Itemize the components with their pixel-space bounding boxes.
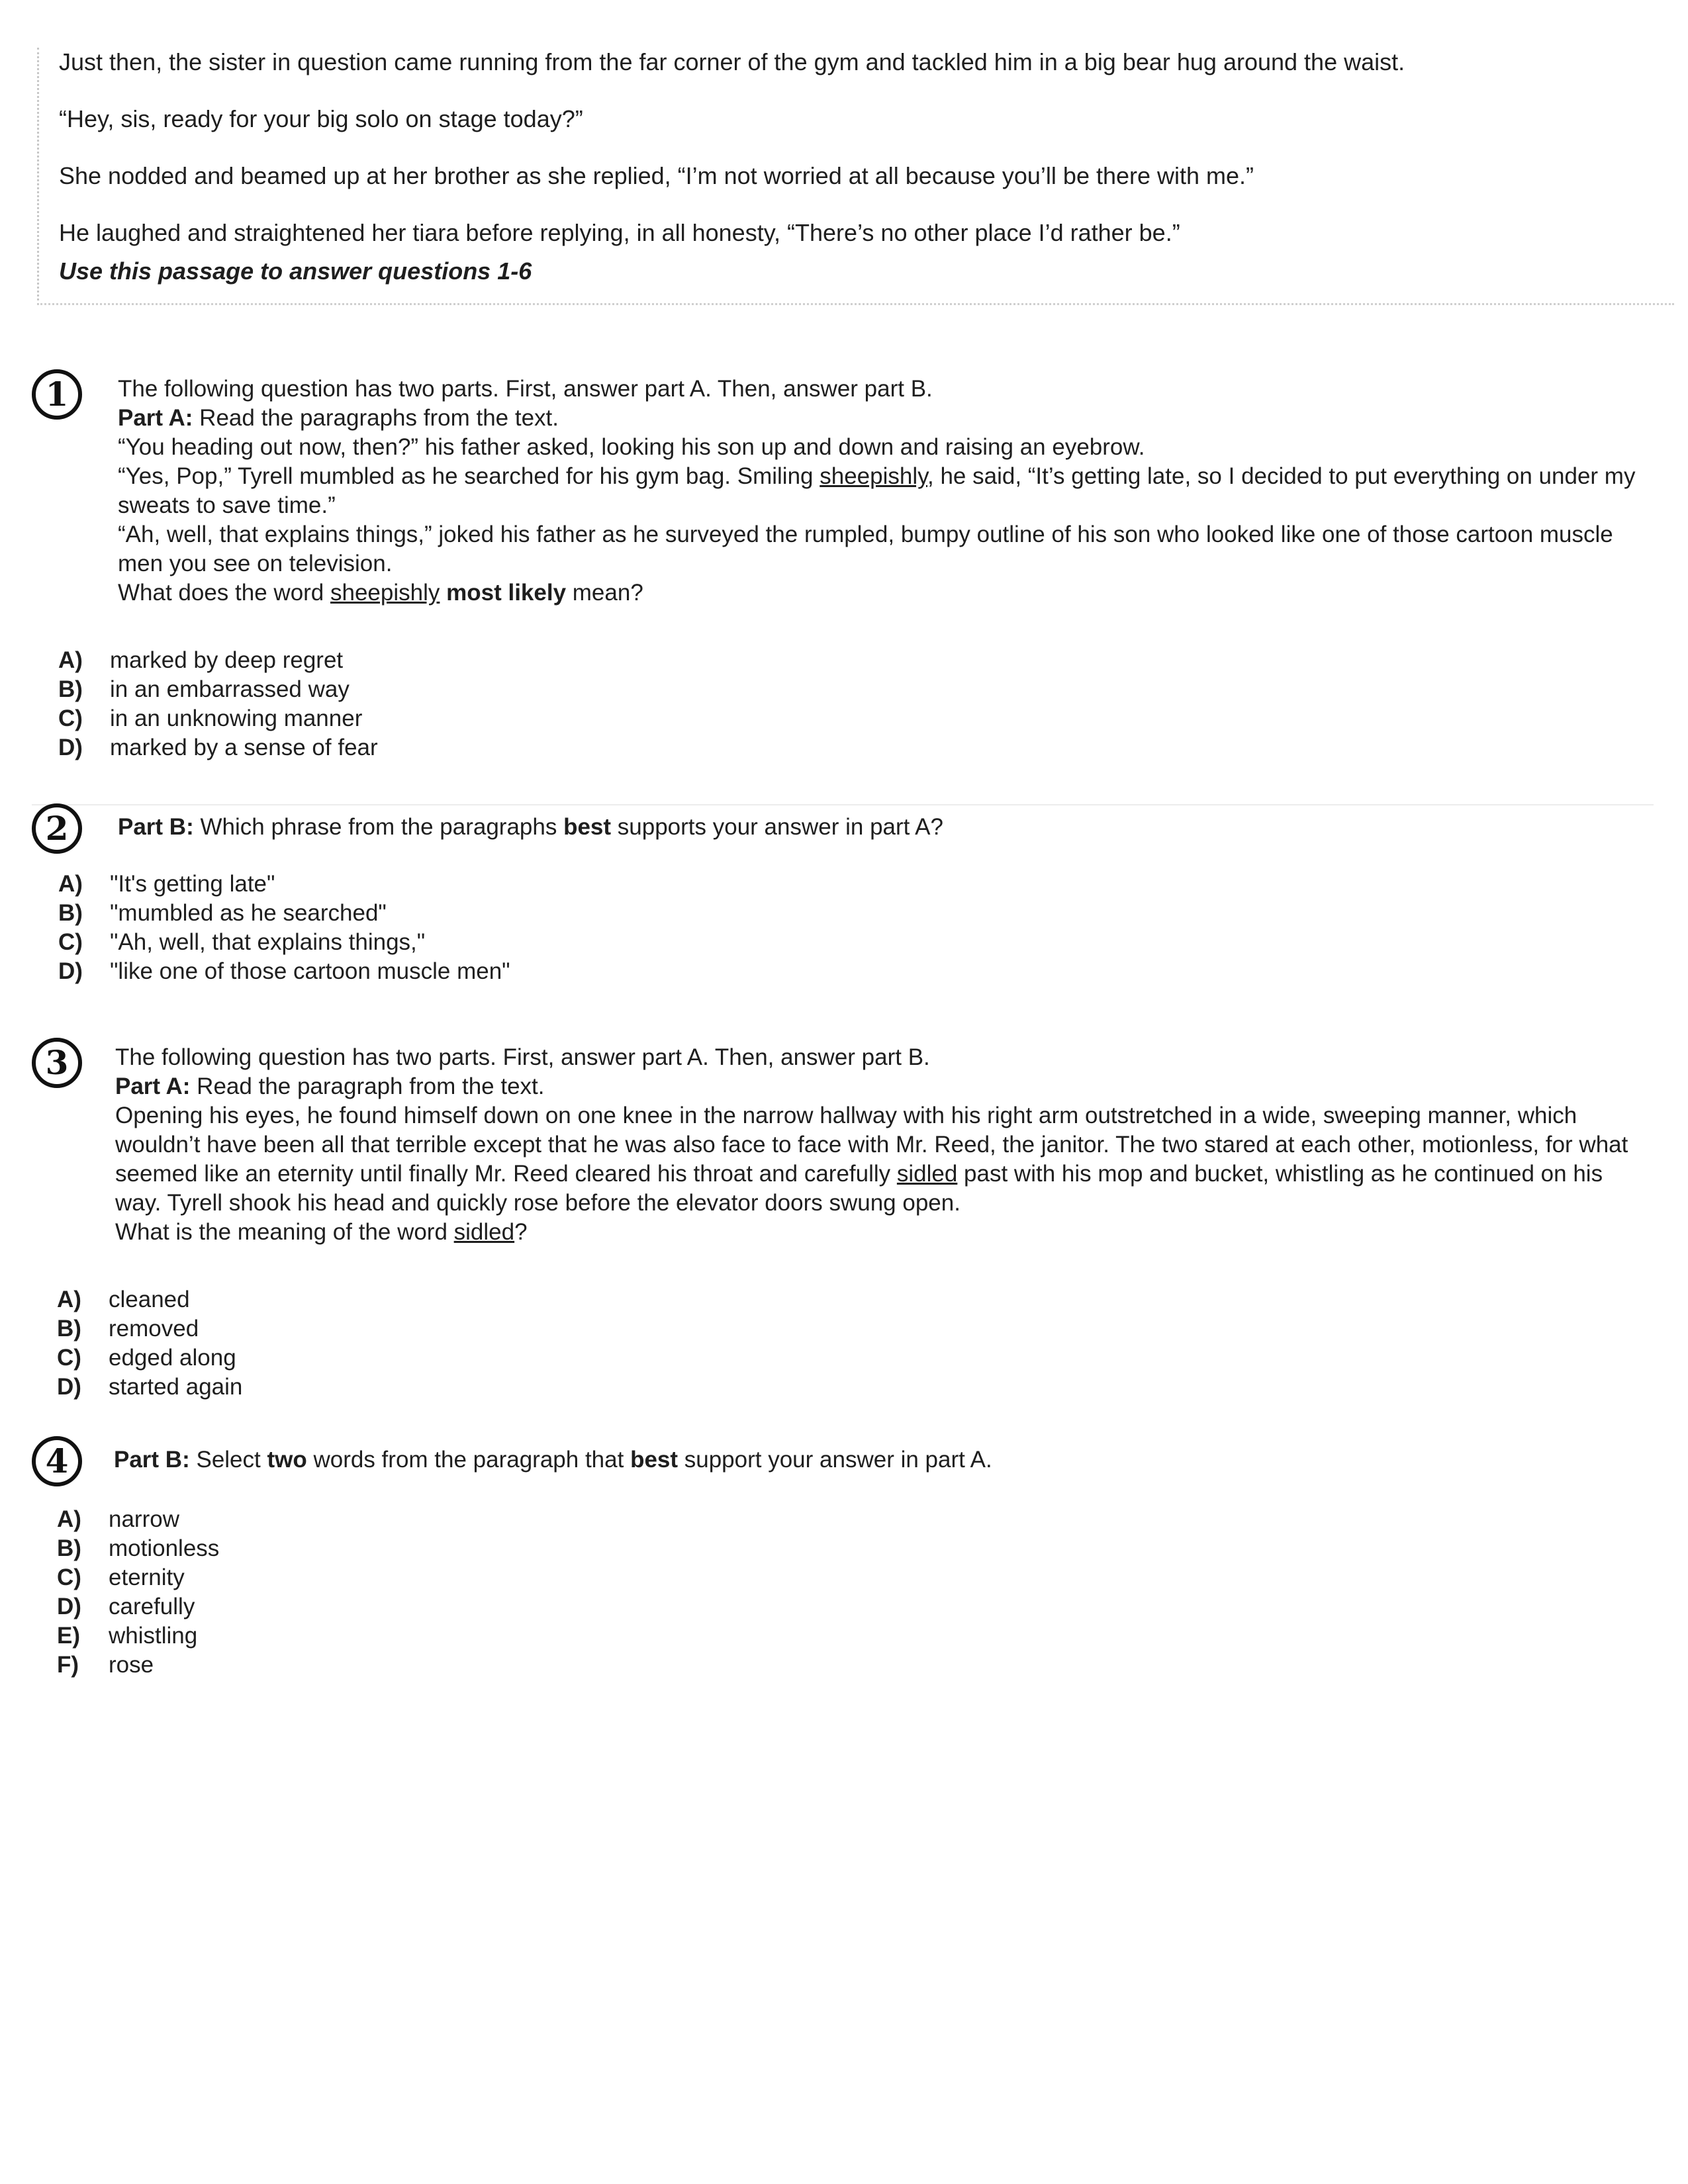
question-2: [32, 809, 1654, 986]
option-letter: A): [57, 1287, 81, 1312]
quoted-text: “Yes, Pop,” Tyrell mumbled as he searched for his gym bag. Smiling: [118, 463, 820, 489]
option-letter: D): [58, 958, 83, 984]
target-word: sidled: [453, 1219, 515, 1245]
answer-option-f[interactable]: [57, 1651, 1654, 1680]
part-label: Part A:: [118, 405, 193, 431]
part-label: Part A:: [115, 1073, 191, 1099]
target-word: sheepishly: [820, 463, 928, 489]
answer-option-a[interactable]: [57, 1285, 1654, 1314]
option-text: started again: [109, 1374, 243, 1400]
prompt-text: Which phrase from the paragraphs: [193, 814, 564, 840]
option-letter: B): [58, 676, 83, 702]
question-body: [114, 1441, 1654, 1475]
option-text: rose: [109, 1652, 154, 1678]
prompt-emphasis: two: [267, 1447, 307, 1473]
option-text: in an unknowing manner: [110, 705, 363, 731]
target-word: sheepishly: [330, 580, 440, 606]
answer-options: [58, 870, 1654, 986]
question-prompt: [115, 1218, 1654, 1247]
question-number-badge: 3: [32, 1038, 82, 1088]
answer-option-c[interactable]: [57, 1563, 1654, 1592]
option-text: motionless: [109, 1535, 220, 1561]
answer-options: [57, 1505, 1654, 1680]
option-letter: E): [57, 1623, 80, 1649]
answer-option-d[interactable]: [58, 957, 1654, 986]
question-body: [115, 1043, 1654, 1247]
question-part-heading: [118, 404, 1654, 433]
question-number-badge: 1: [32, 369, 82, 420]
target-word: sidled: [896, 1161, 958, 1187]
option-text: in an embarrassed way: [110, 676, 350, 702]
option-letter: C): [57, 1565, 81, 1590]
option-text: "It's getting late": [110, 871, 275, 897]
option-text: removed: [109, 1316, 199, 1342]
passage-paragraph: She nodded and beamed up at her brother as she replied, “I’m not worried at all because you’ll be there with me.”: [59, 162, 1254, 189]
answer-option-a[interactable]: [57, 1505, 1654, 1534]
option-letter: C): [58, 705, 83, 731]
prompt-text: ?: [514, 1219, 528, 1245]
prompt-text: mean?: [566, 580, 643, 606]
prompt-text: What does the word: [118, 580, 330, 606]
part-label: Part B:: [114, 1447, 190, 1473]
option-letter: A): [58, 871, 83, 897]
answer-option-b[interactable]: [57, 1534, 1654, 1563]
question-body: [118, 809, 1654, 842]
passage-instruction: Use this passage to answer questions 1-6: [59, 257, 532, 285]
option-letter: B): [58, 900, 83, 926]
part-text: Read the paragraph from the text.: [190, 1073, 545, 1099]
answer-option-d[interactable]: [58, 733, 1654, 762]
quoted-text: , he said, “It’s getting late, so I decided to put everything on under my sweats to save time.”: [118, 463, 1636, 518]
option-letter: B): [57, 1535, 81, 1561]
option-text: cleaned: [109, 1287, 190, 1312]
part-label: Part B:: [118, 814, 194, 840]
question-prompt: [118, 578, 1654, 608]
answer-option-c[interactable]: [58, 928, 1654, 957]
prompt-emphasis: most likely: [446, 580, 567, 606]
question-body: [118, 375, 1654, 608]
prompt-emphasis: best: [630, 1447, 679, 1473]
option-letter: A): [58, 647, 83, 673]
divider: [32, 804, 1654, 805]
answer-option-c[interactable]: [57, 1343, 1654, 1373]
question-3: [32, 1043, 1654, 1402]
question-prompt: [114, 1445, 1654, 1475]
answer-option-b[interactable]: [58, 675, 1654, 704]
passage-paragraph: “Hey, sis, ready for your big solo on stage today?”: [59, 105, 583, 132]
question-part-heading: [115, 1072, 1654, 1101]
part-text: Read the paragraphs from the text.: [193, 405, 559, 431]
prompt-text: [440, 580, 446, 606]
question-number-badge: 4: [32, 1436, 82, 1486]
answer-option-a[interactable]: [58, 646, 1654, 675]
quoted-line: “Ah, well, that explains things,” joked his father as he surveyed the rumpled, bumpy outline of his son who looked like one of those cartoon muscle men you see on television.: [118, 522, 1613, 576]
option-text: marked by a sense of fear: [110, 735, 378, 760]
option-letter: F): [57, 1652, 79, 1678]
option-letter: C): [58, 929, 83, 955]
prompt-text: supports your answer in part A?: [611, 814, 943, 840]
option-text: marked by deep regret: [110, 647, 344, 673]
question-1: [32, 375, 1654, 762]
question-4: [32, 1441, 1654, 1680]
option-text: "like one of those cartoon muscle men": [110, 958, 510, 984]
quoted-line: [118, 462, 1654, 520]
passage-paragraph: He laughed and straightened her tiara before replying, in all honesty, “There’s no other place I’d rather be.”: [59, 219, 1180, 246]
prompt-text: words from the paragraph that: [306, 1447, 631, 1473]
answer-options: [58, 646, 1654, 762]
question-number-badge: 2: [32, 803, 82, 854]
option-letter: D): [57, 1594, 81, 1619]
option-letter: D): [57, 1374, 81, 1400]
quoted-paragraph: [115, 1101, 1654, 1218]
prompt-text: Select: [189, 1447, 267, 1473]
answer-option-d[interactable]: [57, 1592, 1654, 1621]
answer-option-a[interactable]: [58, 870, 1654, 899]
answer-option-b[interactable]: [58, 899, 1654, 928]
option-letter: D): [58, 735, 83, 760]
quoted-line: “You heading out now, then?” his father asked, looking his son up and down and raising an eyebrow.: [118, 434, 1145, 460]
option-letter: B): [57, 1316, 81, 1342]
option-text: eternity: [109, 1565, 185, 1590]
answer-option-c[interactable]: [58, 704, 1654, 733]
quoted-text: Opening his eyes, he found himself down on one knee in the narrow hallway with his right arm outstretched in a wide, sweeping manner, which wouldn’t have been all that terrible except that he was also face to face with Mr. Reed, the janitor. The two stared at each other, motionless, for what seemed like an eternity until finally Mr. Reed cleared his throat and carefully: [115, 1103, 1628, 1187]
option-text: narrow: [109, 1506, 179, 1532]
answer-option-b[interactable]: [57, 1314, 1654, 1343]
option-text: "mumbled as he searched": [110, 900, 387, 926]
passage-paragraph: Just then, the sister in question came running from the far corner of the gym and tackled him in a big bear hug around the waist.: [59, 48, 1405, 75]
option-text: "Ah, well, that explains things,": [110, 929, 426, 955]
prompt-text: What is the meaning of the word: [115, 1219, 454, 1245]
question-intro: The following question has two parts. First, answer part A. Then, answer part B.: [118, 376, 933, 402]
option-letter: A): [57, 1506, 81, 1532]
question-prompt: [118, 813, 1654, 842]
option-letter: C): [57, 1345, 81, 1371]
answer-options: [57, 1285, 1654, 1402]
option-text: whistling: [109, 1623, 198, 1649]
quoted-text: past with his mop and bucket, whistling as he continued on his way. Tyrell shook his head and quickly rose before the elevator doors swung open.: [115, 1161, 1603, 1216]
option-text: edged along: [109, 1345, 236, 1371]
prompt-text: support your answer in part A.: [678, 1447, 992, 1473]
passage-excerpt: [37, 48, 1674, 305]
answer-option-e[interactable]: [57, 1621, 1654, 1651]
option-text: carefully: [109, 1594, 195, 1619]
answer-option-d[interactable]: [57, 1373, 1654, 1402]
prompt-emphasis: best: [563, 814, 612, 840]
question-intro: The following question has two parts. First, answer part A. Then, answer part B.: [115, 1044, 930, 1070]
